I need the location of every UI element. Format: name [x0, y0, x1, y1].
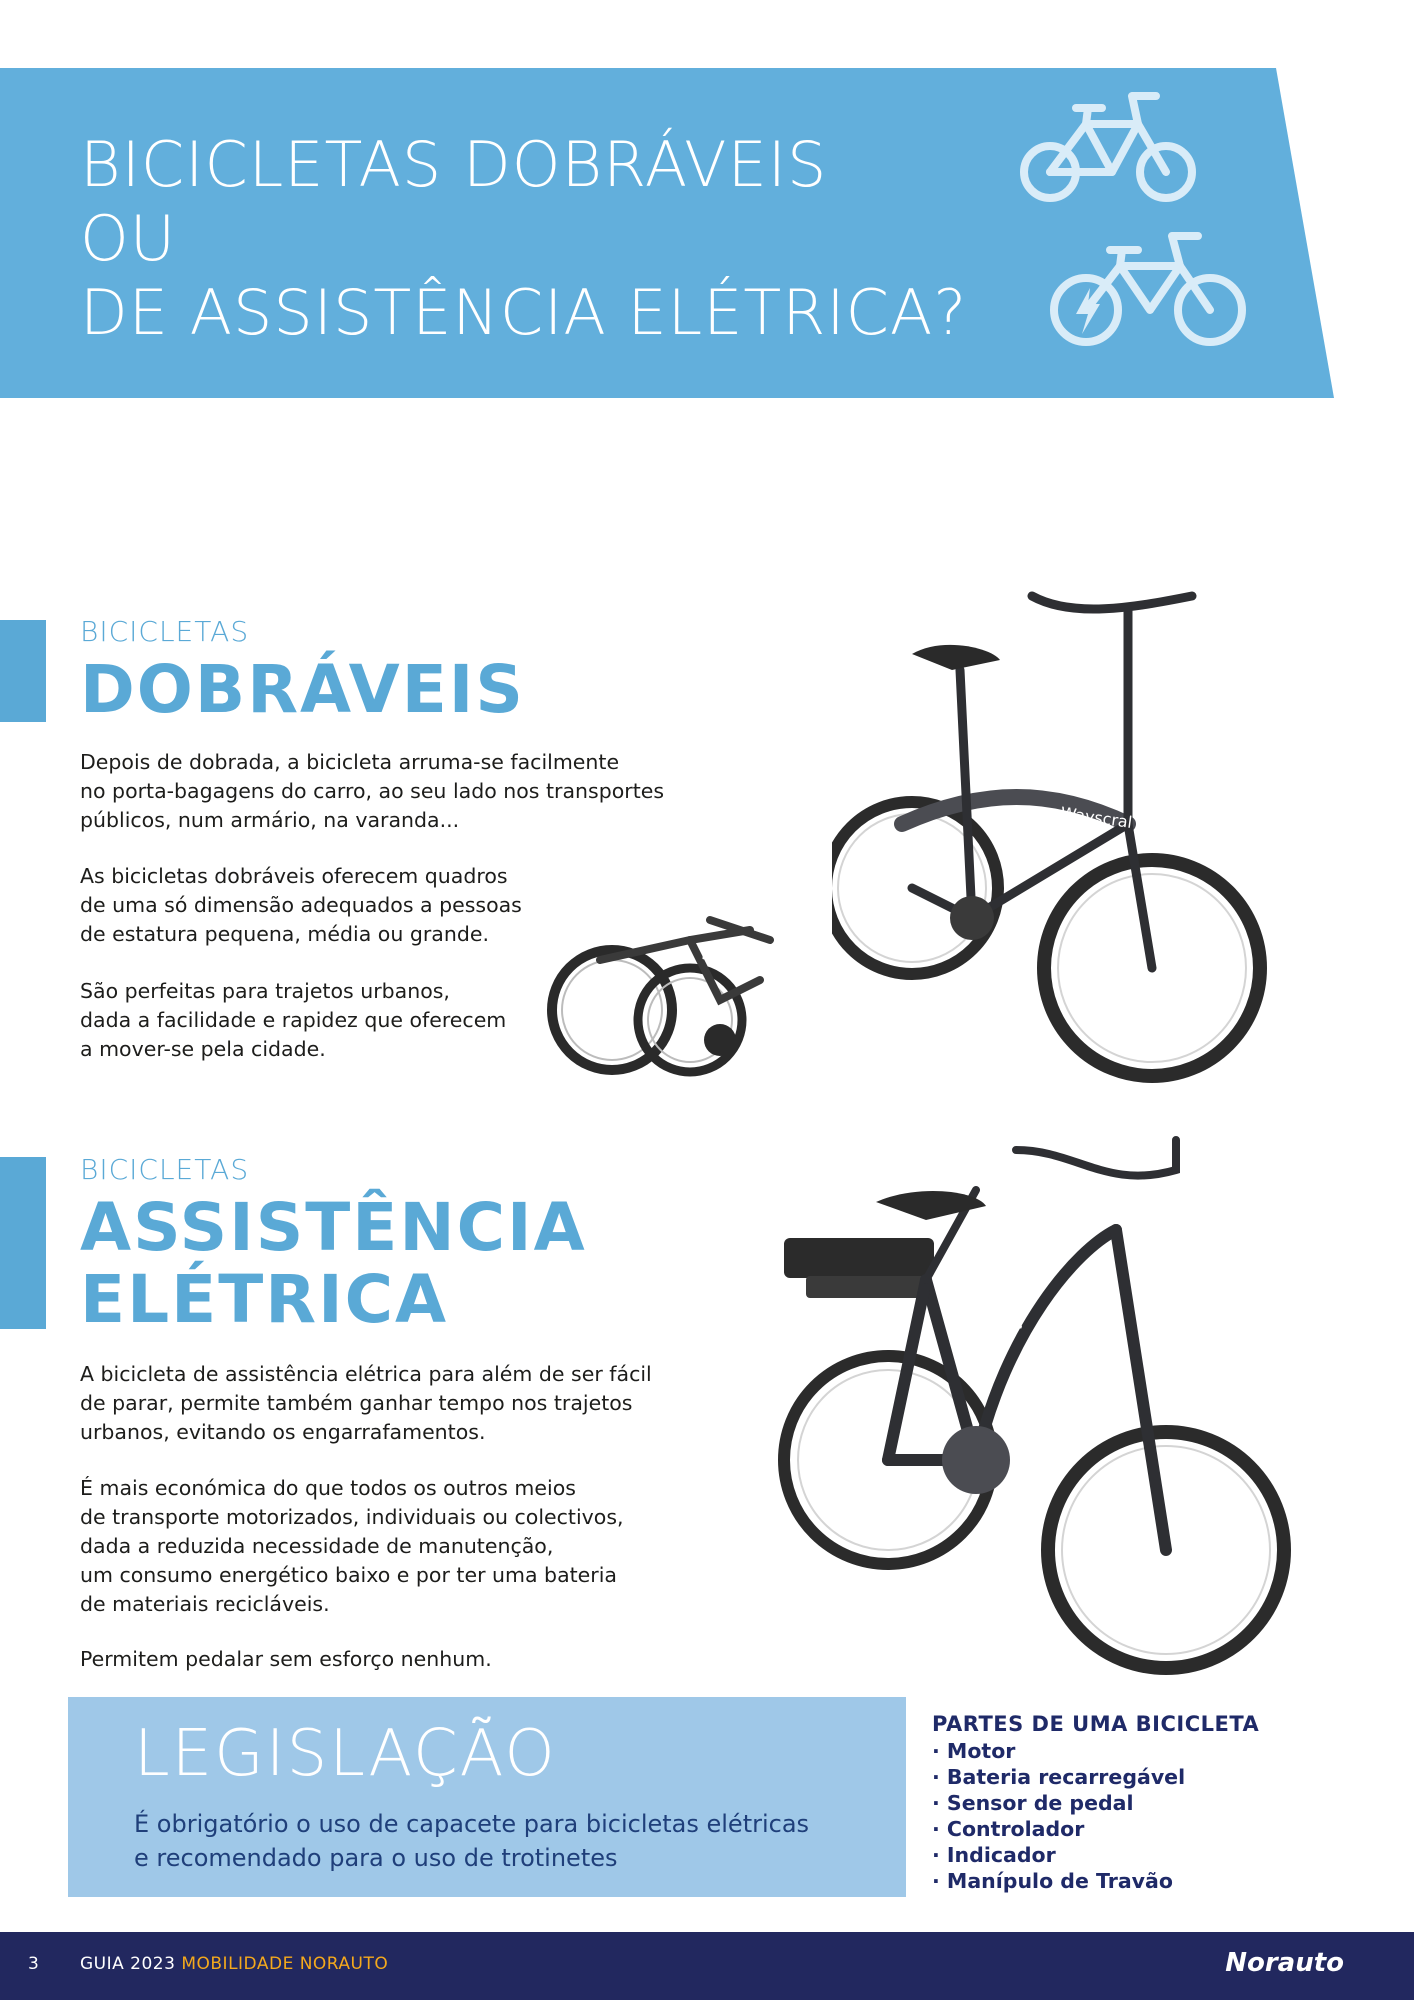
text-line: a mover-se pela cidade. — [80, 1037, 326, 1061]
section-title-folding: DOBRÁVEIS — [80, 651, 525, 728]
folding-paragraph-1 — [80, 748, 664, 835]
title-line: ELÉTRICA — [80, 1261, 449, 1338]
list-item: · Manípulo de Travão — [932, 1869, 1173, 1893]
norauto-logo: Norauto — [1225, 1948, 1344, 1978]
text-line: de uma só dimensão adequados a pessoas — [80, 893, 522, 917]
text-line: As bicicletas dobráveis oferecem quadros — [80, 864, 508, 888]
text-line: de parar, permite também ganhar tempo nos trajetos — [80, 1391, 633, 1415]
electric-paragraph-2 — [80, 1474, 624, 1619]
text-line: A bicicleta de assistência elétrica para além de ser fácil — [80, 1362, 652, 1386]
bicycle-icon — [1016, 88, 1202, 208]
header-banner — [0, 68, 1334, 398]
parts-title: PARTES DE UMA BICICLETA — [932, 1712, 1260, 1736]
folding-paragraph-3 — [80, 977, 506, 1064]
text-line: Permitem pedalar sem esforço nenhum. — [80, 1647, 492, 1671]
section-marker-electric — [0, 1157, 46, 1329]
text-line: É mais económica do que todos os outros meios — [80, 1476, 576, 1500]
folded-bicycle-photo — [540, 900, 800, 1090]
text-line: de transporte motorizados, individuais ou colectivos, — [80, 1505, 624, 1529]
text-line: É obrigatório o uso de capacete para bicicletas elétricas — [134, 1810, 810, 1838]
title-line-3: DE ASSISTÊNCIA ELÉTRICA? — [80, 276, 968, 349]
title-line-1: BICICLETAS DOBRÁVEIS — [80, 128, 828, 201]
title-line: ASSISTÊNCIA — [80, 1189, 587, 1266]
folding-paragraph-2 — [80, 862, 522, 949]
text-line: Depois de dobrada, a bicicleta arruma-se facilmente — [80, 750, 620, 774]
list-item: · Sensor de pedal — [932, 1791, 1134, 1815]
page-title — [80, 128, 967, 350]
folding-bicycle-photo — [832, 588, 1272, 1108]
electric-paragraph-3 — [80, 1645, 492, 1674]
section-kicker-electric: BICICLETAS — [80, 1153, 250, 1186]
legislation-box — [68, 1697, 906, 1897]
guide-highlight: MOBILIDADE NORAUTO — [181, 1954, 389, 1974]
frame-brand-label: Wayscral — [1059, 803, 1134, 832]
list-item: · Motor — [932, 1739, 1016, 1763]
section-kicker-folding: BICICLETAS — [80, 615, 250, 648]
guide-prefix: GUIA 2023 — [80, 1954, 176, 1974]
footer-bar — [0, 1932, 1414, 2000]
text-line: um consumo energético baixo e por ter uma bateria — [80, 1563, 617, 1587]
text-line: dada a facilidade e rapidez que oferecem — [80, 1008, 507, 1032]
list-item: · Controlador — [932, 1817, 1085, 1841]
guide-label — [80, 1954, 388, 1974]
section-marker-folding — [0, 620, 46, 722]
electric-bicycle-icon — [1048, 228, 1248, 350]
legislation-title: LEGISLAÇÃO — [134, 1717, 557, 1791]
text-line: no porta-bagagens do carro, ao seu lado nos transportes — [80, 779, 665, 803]
section-title-electric — [80, 1189, 587, 1338]
bicycle-parts-list — [932, 1712, 1259, 1894]
electric-paragraph-1 — [80, 1360, 652, 1447]
frame-brand-label: Wayscral — [992, 1279, 1044, 1352]
title-line-2: OU — [80, 202, 177, 275]
text-line: de estatura pequena, média ou grande. — [80, 922, 489, 946]
list-item: · Indicador — [932, 1843, 1056, 1867]
page-number: 3 — [28, 1954, 39, 1974]
text-line: públicos, num armário, na varanda... — [80, 808, 460, 832]
electric-bicycle-photo — [776, 1130, 1296, 1690]
legislation-text — [134, 1807, 809, 1875]
list-item: · Bateria recarregável — [932, 1765, 1186, 1789]
frame-brand-label: Wayscral — [698, 947, 755, 980]
text-line: São perfeitas para trajetos urbanos, — [80, 979, 450, 1003]
text-line: dada a reduzida necessidade de manutenção, — [80, 1534, 554, 1558]
text-line: e recomendado para o uso de trotinetes — [134, 1844, 618, 1872]
text-line: de materiais recicláveis. — [80, 1592, 330, 1616]
text-line: urbanos, evitando os engarrafamentos. — [80, 1420, 486, 1444]
